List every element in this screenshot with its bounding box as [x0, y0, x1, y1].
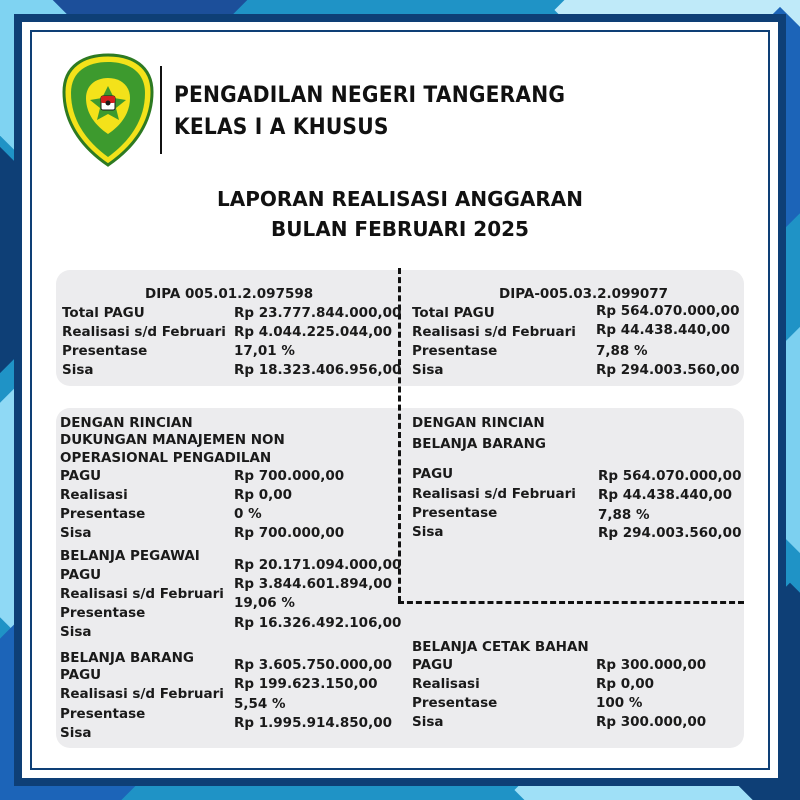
- barang-left-label-presentase: Presentase: [60, 706, 146, 722]
- organization-name: [174, 80, 565, 144]
- cetak-label-sisa: Sisa: [412, 714, 444, 730]
- dukungan-value-pagu: Rp 700.000,00: [234, 468, 345, 484]
- barang-left-title: BELANJA BARANG: [60, 650, 194, 666]
- dukungan-value-sisa: Rp 700.000,00: [234, 525, 345, 541]
- dipa1-code: DIPA 005.01.2.097598: [145, 286, 314, 302]
- cetak-title: BELANJA CETAK BAHAN: [412, 639, 589, 655]
- report-title: [0, 184, 800, 244]
- barang-left-label-realisasi: Realisasi s/d Februari: [60, 686, 224, 702]
- title-line-2: BULAN FEBRUARI 2025: [271, 217, 529, 241]
- dipa2-label-realisasi: Realisasi s/d Februari: [412, 324, 576, 340]
- pegawai-value-realisasi: Rp 3.844.601.894,00: [234, 576, 392, 592]
- barang-left-value-realisasi: Rp 199.623.150,00: [234, 676, 378, 692]
- pegawai-value-sisa: Rp 16.326.492.106,00: [234, 615, 402, 631]
- right-value-pagu: Rp 564.070.000,00: [598, 468, 742, 484]
- barang-left-label-pagu: PAGU: [60, 667, 102, 683]
- org-line-1: PENGADILAN NEGERI TANGERANG: [174, 83, 566, 108]
- cetak-value-presentase: 100 %: [596, 695, 643, 711]
- right-rincian-heading-2: BELANJA BARANG: [412, 436, 546, 452]
- cetak-label-pagu: PAGU: [412, 657, 454, 673]
- dipa2-value-sisa: Rp 294.003.560,00: [596, 362, 740, 378]
- dipa1-label-sisa: Sisa: [62, 362, 94, 378]
- barang-left-value-presentase: 5,54 %: [234, 696, 286, 712]
- pegawai-title: BELANJA PEGAWAI: [60, 548, 200, 564]
- pegawai-value-pagu: Rp 20.171.094.000,00: [234, 557, 402, 573]
- dukungan-label-realisasi: Realisasi: [60, 487, 128, 503]
- pegawai-label-sisa: Sisa: [60, 624, 92, 640]
- pegawai-label-pagu: PAGU: [60, 567, 102, 583]
- dipa1-value-sisa: Rp 18.323.406.956,00: [234, 362, 402, 378]
- dipa1-label-realisasi: Realisasi s/d Februari: [62, 324, 226, 340]
- dipa1-value-total: Rp 23.777.844.000,00: [234, 305, 402, 321]
- right-label-realisasi: Realisasi s/d Februari: [412, 486, 576, 502]
- right-value-presentase: 7,88 %: [598, 507, 650, 523]
- dukungan-label-presentase: Presentase: [60, 506, 146, 522]
- pegawai-value-presentase: 19,06 %: [234, 595, 295, 611]
- org-line-2: KELAS I A KHUSUS: [174, 115, 389, 140]
- right-label-sisa: Sisa: [412, 524, 444, 540]
- left-rincian-heading-1: DENGAN RINCIAN: [60, 415, 193, 431]
- cetak-value-sisa: Rp 300.000,00: [596, 714, 707, 730]
- barang-left-value-sisa: Rp 1.995.914.850,00: [234, 715, 392, 731]
- dipa2-value-presentase: 7,88 %: [596, 343, 648, 359]
- header-divider: [160, 66, 162, 154]
- left-rincian-heading-2: DUKUNGAN MANAJEMEN NON: [60, 432, 285, 448]
- barang-left-value-pagu: Rp 3.605.750.000,00: [234, 657, 392, 673]
- right-label-presentase: Presentase: [412, 505, 498, 521]
- dipa2-label-sisa: Sisa: [412, 362, 444, 378]
- pegawai-label-presentase: Presentase: [60, 605, 146, 621]
- dipa2-label-presentase: Presentase: [412, 343, 498, 359]
- dipa2-code: DIPA-005.03.2.099077: [499, 286, 669, 302]
- dipa1-value-presentase: 17,01 %: [234, 343, 295, 359]
- cetak-value-realisasi: Rp 0,00: [596, 676, 655, 692]
- dipa1-value-realisasi: Rp 4.044.225.044,00: [234, 324, 392, 340]
- right-label-pagu: PAGU: [412, 466, 454, 482]
- dipa2-value-realisasi: Rp 44.438.440,00: [596, 322, 731, 338]
- dukungan-label-pagu: PAGU: [60, 468, 102, 484]
- horizontal-dashed-divider: [398, 601, 744, 604]
- dipa1-label-total: Total PAGU: [62, 305, 145, 321]
- dipa2-value-total: Rp 564.070.000,00: [596, 303, 740, 319]
- dukungan-value-presentase: 0 %: [234, 506, 262, 522]
- cetak-value-pagu: Rp 300.000,00: [596, 657, 707, 673]
- pegawai-label-realisasi: Realisasi s/d Februari: [60, 586, 224, 602]
- dipa2-label-total: Total PAGU: [412, 305, 495, 321]
- dukungan-label-sisa: Sisa: [60, 525, 92, 541]
- dukungan-value-realisasi: Rp 0,00: [234, 487, 293, 503]
- left-rincian-heading-3: OPERASIONAL PENGADILAN: [60, 450, 272, 466]
- cetak-label-presentase: Presentase: [412, 695, 498, 711]
- right-value-realisasi: Rp 44.438.440,00: [598, 487, 733, 503]
- title-line-1: LAPORAN REALISASI ANGGARAN: [216, 187, 584, 211]
- right-rincian-heading-1: DENGAN RINCIAN: [412, 415, 545, 431]
- court-logo: [60, 52, 156, 168]
- barang-left-label-sisa: Sisa: [60, 725, 92, 741]
- cetak-label-realisasi: Realisasi: [412, 676, 480, 692]
- dipa1-label-presentase: Presentase: [62, 343, 148, 359]
- right-value-sisa: Rp 294.003.560,00: [598, 525, 742, 541]
